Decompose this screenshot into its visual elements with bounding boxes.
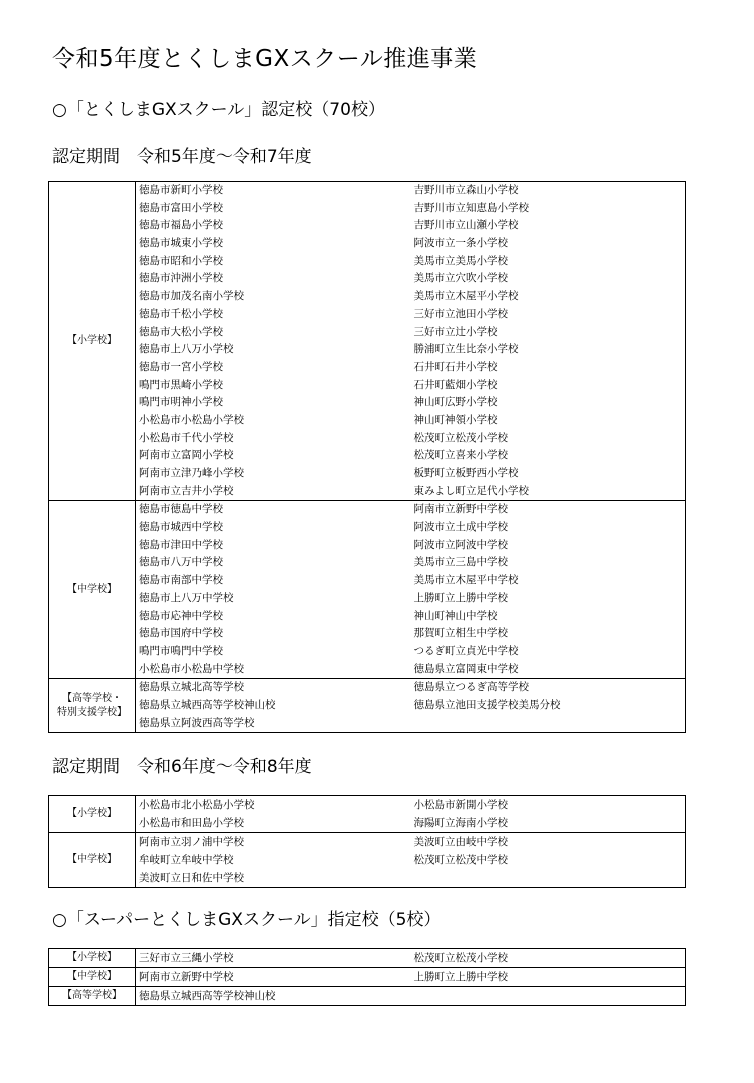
school-name: 徳島県立つるぎ高等学校 <box>413 681 529 694</box>
school-name: 徳島県立阿波西高等学校 <box>139 716 255 729</box>
school-name: 美波町立由岐中学校 <box>413 836 508 848</box>
school-list-right <box>411 679 686 732</box>
category-label: 【小学校】 <box>49 949 136 968</box>
school-name: 三好市立辻小学校 <box>413 325 498 338</box>
school-list-right <box>411 501 686 678</box>
section2-period-heading: 認定期間 令和6年度～令和8年度 <box>52 757 312 777</box>
school-list-left <box>136 833 411 887</box>
category-label <box>49 679 136 733</box>
school-name: 海陽町立海南小学校 <box>413 817 508 829</box>
school-list-left <box>136 796 411 832</box>
category-label: 【中学校】 <box>49 833 136 888</box>
group-row-elementary <box>49 796 686 833</box>
school-name: 徳島市大松小学校 <box>139 325 223 338</box>
school-name: 東みよし町立足代小学校 <box>413 484 529 497</box>
school-list-left <box>136 679 411 732</box>
designated-schools-table <box>48 948 686 1006</box>
school-name: 神山町広野小学校 <box>413 396 498 409</box>
school-name: 鳴門市黒崎小学校 <box>139 378 223 391</box>
school-name: 小松島市和田島小学校 <box>139 817 244 829</box>
school-name: 鳴門市鳴門中学校 <box>139 644 223 657</box>
school-name: 徳島市上八万小学校 <box>139 343 234 356</box>
school-name: 小松島市小松島小学校 <box>139 413 244 426</box>
school-name: 勝浦町立生比奈小学校 <box>413 343 519 356</box>
section1-period-heading: 認定期間 令和5年度～令和7年度 <box>52 147 312 167</box>
school-name: 美馬市立木屋平中学校 <box>413 574 519 587</box>
school-name: 小松島市小松島中学校 <box>139 662 244 675</box>
school-name: 那賀町立相生中学校 <box>413 627 508 640</box>
school-name: 美馬市立木屋平小学校 <box>413 290 519 303</box>
school-name: 徳島市津田中学校 <box>139 538 223 551</box>
school-name: 小松島市千代小学校 <box>139 431 234 444</box>
school-name: 阿南市立津乃峰小学校 <box>139 467 244 479</box>
page-title: 令和5年度とくしまGXスクール推進事業 <box>52 46 478 72</box>
school-name: つるぎ町立貞光中学校 <box>413 644 519 657</box>
school-name: 美馬市立美馬小学校 <box>413 254 508 267</box>
school-name <box>414 987 686 1005</box>
school-name: 徳島市千松小学校 <box>139 307 223 320</box>
school-name: 神山町神領小学校 <box>413 413 498 426</box>
school-name: 阿南市立新野中学校 <box>139 971 234 983</box>
school-name: 小松島市北小松島小学校 <box>139 799 255 811</box>
section1-heading: ○「とくしまGXスクール」認定校（70校） <box>52 100 385 120</box>
school-list-right <box>411 833 686 887</box>
school-name: 徳島市国府中学校 <box>139 627 223 640</box>
school-name: 徳島県立池田支援学校美馬分校 <box>413 698 561 711</box>
designated-row <box>49 968 686 987</box>
school-name: 石井町藍畑小学校 <box>413 378 498 391</box>
designated-row <box>49 987 686 1006</box>
school-name: 阿波市立一条小学校 <box>413 237 508 250</box>
school-name: 徳島市新町小学校 <box>139 184 223 196</box>
school-name: 牟岐町立牟岐中学校 <box>139 854 234 866</box>
group-row-junior-high <box>49 501 686 679</box>
school-name: 徳島県立城北高等学校 <box>139 681 244 694</box>
school-name: 鳴門市明神小学校 <box>139 396 223 409</box>
school-name: 徳島市応神中学校 <box>139 609 223 622</box>
certified-schools-table-2 <box>48 795 686 888</box>
category-label-line2: 特別支援学校】 <box>57 706 127 718</box>
school-name: 徳島県立城西高等学校神山校 <box>139 698 276 711</box>
designated-row <box>49 949 686 968</box>
school-name: 徳島市徳島中学校 <box>139 503 223 516</box>
school-name: 徳島市上八万中学校 <box>139 591 234 604</box>
school-name: 美馬市立三島中学校 <box>413 556 508 569</box>
school-name: 神山町神山中学校 <box>413 609 498 622</box>
school-name: 上勝町立上勝中学校 <box>413 591 508 604</box>
group-row-junior-high <box>49 833 686 888</box>
school-name: 阿南市立富岡小学校 <box>139 449 234 462</box>
school-name: 美馬市立穴吹小学校 <box>413 272 508 285</box>
group-row-elementary <box>49 182 686 501</box>
category-label: 【小学校】 <box>49 182 136 501</box>
school-name: 阿南市立羽ノ浦中学校 <box>139 836 244 848</box>
school-name: 松茂町立松茂小学校 <box>413 431 508 444</box>
school-name: 阿波市立土成中学校 <box>413 521 508 534</box>
category-label: 【小学校】 <box>49 796 136 833</box>
school-name: 吉野川市立知恵島小学校 <box>413 201 529 214</box>
school-name: 三好市立三縄小学校 <box>139 952 234 964</box>
category-label-line1: 【高等学校・ <box>62 692 122 704</box>
school-name: 阿南市立新野中学校 <box>413 503 508 516</box>
school-name: 阿南市立吉井小学校 <box>139 484 234 497</box>
school-name: 石井町石井小学校 <box>413 360 498 373</box>
school-name: 美波町立日和佐中学校 <box>139 872 244 884</box>
school-name: 徳島市昭和小学校 <box>139 254 223 267</box>
school-name: 松茂町立松茂小学校 <box>413 952 508 964</box>
category-label: 【中学校】 <box>49 501 136 679</box>
school-name: 徳島市城東小学校 <box>139 237 223 250</box>
school-name: 板野町立板野西小学校 <box>413 467 519 479</box>
school-name: 松茂町立喜来小学校 <box>413 449 508 462</box>
school-name: 徳島市富田小学校 <box>139 201 223 214</box>
school-name: 徳島市八万中学校 <box>139 556 223 569</box>
school-list-left <box>136 501 411 678</box>
group-row-high-school <box>49 679 686 733</box>
school-name: 吉野川市立森山小学校 <box>413 184 519 196</box>
school-name: 松茂町立松茂中学校 <box>413 854 508 866</box>
certified-schools-table-1 <box>48 181 686 733</box>
school-name: 吉野川市立山瀬小学校 <box>413 219 519 232</box>
school-name: 徳島市城西中学校 <box>139 521 223 534</box>
section3-heading: ○「スーパーとくしまGXスクール」指定校（5校） <box>52 910 441 930</box>
category-label: 【中学校】 <box>49 968 136 987</box>
school-list-left <box>136 182 411 500</box>
school-name: 徳島県立富岡東中学校 <box>413 662 519 675</box>
school-name: 阿波市立阿波中学校 <box>413 538 508 551</box>
school-name: 徳島市一宮小学校 <box>139 360 223 373</box>
school-name: 上勝町立上勝中学校 <box>413 971 508 983</box>
school-list-right <box>411 182 686 500</box>
school-name: 徳島市南部中学校 <box>139 574 223 587</box>
school-name: 徳島市福島小学校 <box>139 219 223 232</box>
category-label: 【高等学校】 <box>49 987 136 1006</box>
school-name: 徳島市沖洲小学校 <box>139 272 223 285</box>
school-name: 三好市立池田小学校 <box>413 307 508 320</box>
school-name: 徳島市加茂名南小学校 <box>139 290 244 303</box>
school-list-right <box>411 796 686 832</box>
school-name: 小松島市新開小学校 <box>413 799 508 811</box>
school-name: 徳島県立城西高等学校神山校 <box>139 990 276 1002</box>
